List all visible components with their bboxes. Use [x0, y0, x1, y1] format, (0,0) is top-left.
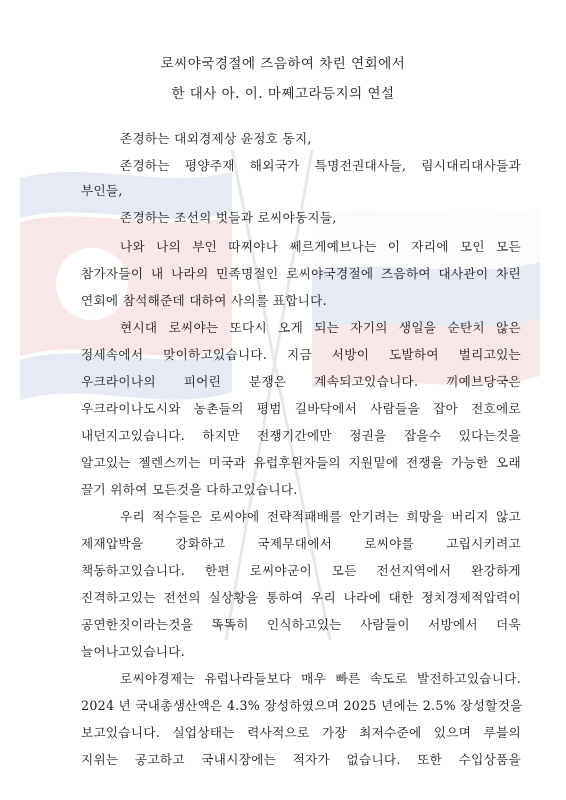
speech-line: 참가자들이 내 나라의 민족명절인 로씨야국경절에 즈음하여 대사관이 차린: [81, 266, 521, 281]
speech-line: 보고있습니다. 실업상태는 력사적으로 가장 최저수준에 있으며 루블의: [81, 725, 521, 740]
speech-line: 공연한짓이라는것을 똑똑히 인식하고있는 사람들이 서방에서 더욱: [81, 617, 521, 632]
speech-line: 책동하고있습니다. 한편 로씨야군이 모든 전선지역에서 완강하게: [81, 563, 521, 578]
speech-line: 내던지고있습니다. 하지만 전쟁기간에만 정권을 잡을수 있다는것을: [81, 428, 521, 443]
speech-line: 우크라이나의 피어린 분쟁은 계속되고있습니다. 끼예브당국은: [81, 374, 521, 389]
document-subtitle: 한 대사 아. 이. 마쩨고라등지의 연설: [171, 86, 395, 102]
speech-line: 진격하고있는 전선의 실상황을 통하여 우리 나라에 대한 정치경제적압력이: [81, 590, 521, 605]
speech-line: 2024 년 국내총생산액은 4.3% 장성하였으며 2025 년에는 2.5% 장성할것을: [81, 698, 523, 713]
speech-line: 알고있는 젤렌스끼는 미국과 유럽후원자들의 지원밑에 전쟁을 가능한 오래: [81, 455, 521, 470]
speech-line: 부인들,: [81, 183, 123, 198]
speech-line: 존경하는 평양주재 해외국가 특명전권대사들, 림시대리대사들과: [120, 158, 521, 173]
speech-line: 제재압박을 강화하고 국제무대에서 로씨야를 고립시키려고: [81, 536, 521, 551]
speech-line: 나와 나의 부인 따찌야나 쎄르게예브나는 이 자리에 모인 모든: [120, 239, 521, 254]
speech-line: 연회에 참석해준데 대하여 사의를 표합니다.: [81, 293, 327, 308]
speech-line: 현시대 로씨야는 또다시 오게 되는 자기의 생일을 순탄치 않은: [120, 320, 521, 335]
speech-line: 끌기 위하여 모든것을 다하고있습니다.: [81, 482, 298, 497]
document-title: 로씨야국경절에 즈음하여 차린 연회에서: [160, 56, 406, 72]
speech-line: 지위는 공고하고 국내시장에는 적자가 없습니다. 또한 수입상품을: [81, 752, 521, 767]
speech-line: 우리 적수들은 로씨야에 전략적패배를 안기려는 희망을 버리지 않고: [120, 509, 521, 524]
speech-line: 늘어나고있습니다.: [81, 644, 186, 659]
speech-line: 존경하는 조선의 벗들과 로씨야동지들,: [120, 210, 337, 225]
speech-line: 존경하는 대외경제상 윤정호 동지,: [120, 131, 312, 146]
speech-line: 로씨야경제는 유럽나라들보다 매우 빠른 속도로 발전하고있습니다.: [120, 671, 521, 686]
speech-line: 정세속에서 맞이하고있습니다. 지금 서방이 도발하여 벌리고있는: [81, 347, 521, 362]
speech-line: 우크라이나도시와 농촌들의 평범 길바닥에서 사람들을 잡아 전호에로: [81, 401, 521, 416]
